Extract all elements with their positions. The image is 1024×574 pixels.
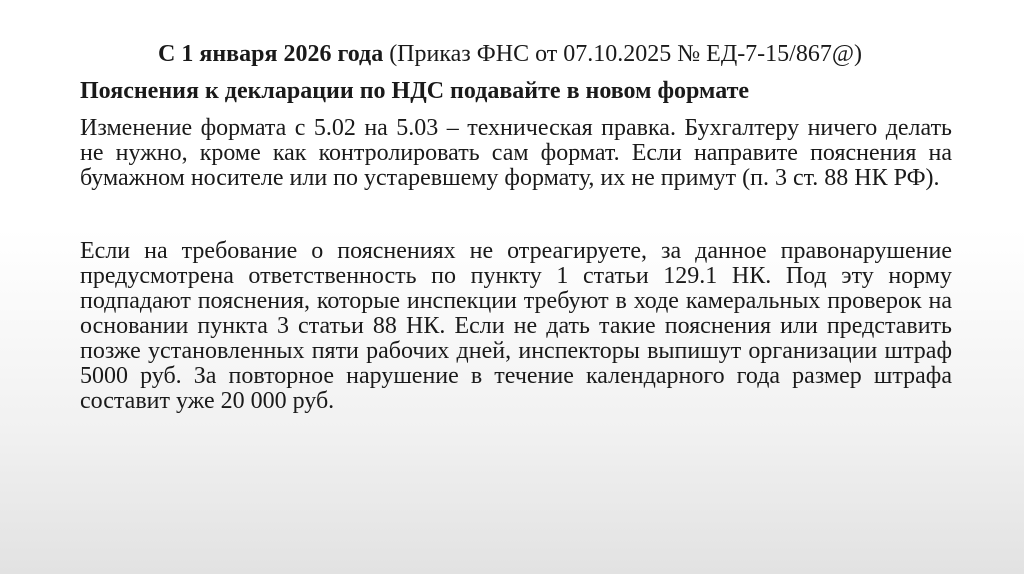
slide-content	[80, 42, 952, 414]
subheading: Пояснения к декларации по НДС подавайте в новом формате	[80, 78, 750, 104]
heading-order-reference: (Приказ ФНС от 07.10.2025 № ЕД-7-15/867@)	[383, 41, 862, 67]
paragraph-format-change: Изменение формата с 5.02 на 5.03 – техническая правка. Бухгалтеру ничего делать не нужно, кроме как контролировать сам формат. Если направите пояснения на бумажном носителе или по устаревшему формату, их не примут (п. 3 ст. 88 НК РФ).	[80, 115, 952, 191]
heading-date: С 1 января 2026 года	[158, 41, 384, 67]
heading	[80, 42, 952, 67]
paragraph-penalty: Если на требование о пояснениях не отреагируете, за данное правонарушение предусмотрена ответственность по пункту 1 статьи 129.1 НК. Под эту норму подпадают пояснения, которые инспекции требуют в ходе камеральных проверок на основании пункта 3 статьи 88 НК. Если не дать такие пояснения или представить позже установленных пяти рабочих дней, инспекторы выпишут организации штраф 5000 руб. За повторное нарушение в течение календарного года размер штрафа составит уже 20 000 руб.	[80, 238, 952, 414]
